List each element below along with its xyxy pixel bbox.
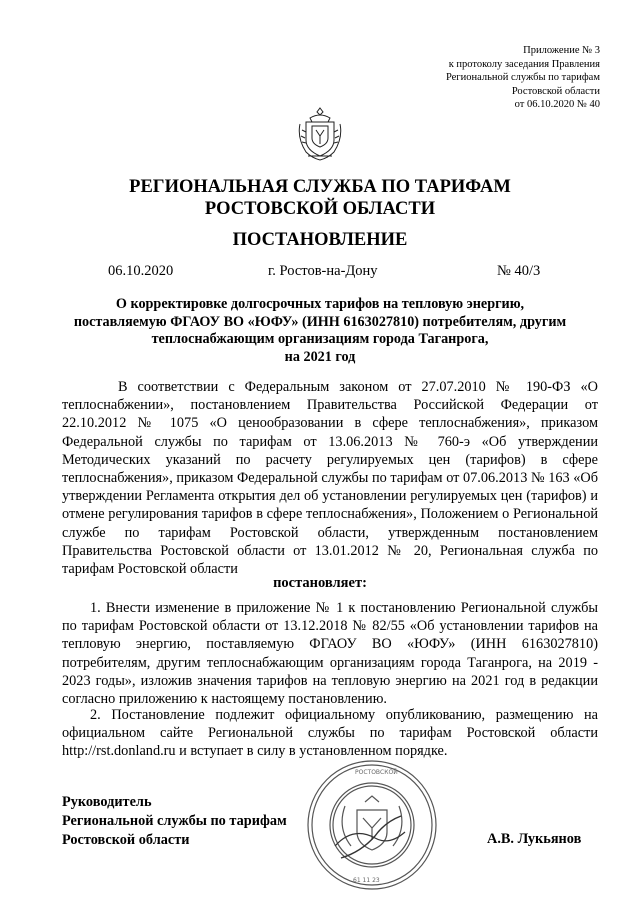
resolution-item-2: 2. Постановление подлежит официальному опубликованию, размещению на официальном сайте Региональной службы по тарифам Ростовской области http://rst.donland.ru и вступает в силу в установленном порядке. [62, 707, 598, 760]
document-city: г. Ростов-на-Дону [268, 263, 378, 279]
title-line2: поставляемую ФГАОУ ВО «ЮФУ» (ИНН 6163027810) потребителям, другим [73, 313, 567, 330]
title-line3: теплоснабжающим организациям города Таганрога, [151, 331, 489, 347]
document-type: ПОСТАНОВЛЕНИЕ [232, 230, 408, 250]
appendix-line: Приложение № 3 [523, 45, 600, 56]
resolution-item-1: 1. Внести изменение в приложение № 1 к постановлению Региональной службы по тарифам Ростовской области от 13.12.2018 № 82/55 «Об установлении тарифов на тепловую энергию, поставляемую ФГАОУ ВО «ЮФУ» (ИНН 6163027810) потребителям, другим теплоснабжающим организациям города Таганрога, на 2019 - 2023 годы», изложив значения тарифов на тепловую энергию на 2021 год в редакции согласно приложению к настоящему постановлению. [62, 600, 598, 708]
resolves-heading: постановляет: [273, 575, 367, 591]
preamble-paragraph: В соответствии с Федеральным законом от 27.07.2010 № 190-ФЗ «О теплоснабжении», постановлением Правительства Российской Федерации от 22.10.2012 № 1075 «О ценообразовании в сфере теплоснабжения», приказом Федеральной службы по тарифам от 13.06.2013 № 760-э «Об утверждении Методических указаний по расчету регулируемых цен (тарифов) в сфере теплоснабжения», приказом Федеральной службы по тарифам от 07.06.2013 № 163 «Об утверждении Регламента открытия дел об установлении регулируемых цен (тарифов) и отмене регулирования тарифов в сфере теплоснабжения», Положением о Региональной службе по тарифам Ростовской области, утвержденным постановлением Правительства Ростовской области от 13.01.2012 № 20, Региональная служба по тарифам Ростовской области [62, 379, 598, 578]
appendix-line: от 06.10.2020 № 40 [514, 99, 600, 110]
document-meta [0, 263, 640, 283]
signatory-title-line2: Региональной службы по тарифам [62, 813, 287, 829]
svg-text:61 11 23: 61 11 23 [353, 877, 380, 884]
signatory-title [62, 793, 287, 850]
appendix-line: Ростовской области [511, 85, 600, 97]
appendix-line: Региональной службы по тарифам [445, 72, 600, 83]
coat-of-arms-icon [296, 106, 344, 162]
signatory-name: А.В. Лукьянов [487, 831, 582, 847]
title-line1: О корректировке долгосрочных тарифов на тепловую энергию, [115, 296, 525, 312]
appendix-line: к протоколу заседания Правления [448, 58, 600, 70]
appendix-note [340, 44, 600, 112]
signatory-title-line1: Руководитель [62, 794, 152, 810]
organization-name [0, 176, 640, 220]
svg-text:РОСТОВСКОЙ: РОСТОВСКОЙ [355, 769, 398, 776]
document-date: 06.10.2020 [108, 263, 174, 279]
organization-name-line2: РОСТОВСКОЙ ОБЛАСТИ [204, 199, 436, 219]
signatory-title-line3: Ростовской области [62, 832, 190, 848]
title-line4: на 2021 год [284, 348, 356, 365]
document-title [60, 296, 580, 366]
document-number: № 40/3 [497, 263, 541, 279]
organization-name-line1: РЕГИОНАЛЬНАЯ СЛУЖБА ПО ТАРИФАМ [129, 177, 511, 197]
official-seal-icon [305, 758, 439, 892]
